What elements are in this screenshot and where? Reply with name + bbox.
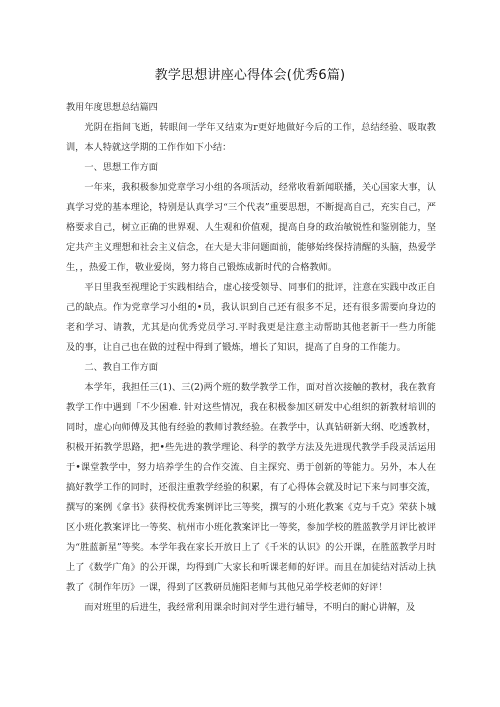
paragraph-intro: 光阴在指间飞逝，转眼间一学年又结束为r更好地做好今后的工作，总结经验、吸取教训，本人特就这学期的工作作如下小结：	[66, 122, 436, 153]
section-heading-ideology: 一、思想工作方面	[84, 162, 158, 173]
document-title: 教学思想讲座心得体会(优秀6篇)	[154, 68, 346, 83]
document-body	[66, 98, 436, 618]
section-heading-teaching: 二、教自工作方面	[84, 362, 158, 373]
paragraph-ideology-2: 平日里我至视理论于实践相结合，虚心接受领导、同事们的批评，注意在实践中改正自己的缺点。作为党章学习小组的•员，我认识到自己还有很多不足，还有很多需要向身边的老和学习、请教，尤其是向优秀党员学习.平时我更是注意主动帮助其他老新干一些力所能及的事，让自己也在做的过程中得到了锻炼，增长了知识，提高了自身的工作能力。	[66, 282, 436, 353]
paragraph-ideology-1: 一年来，我积极参加党章学习小组的各项活动，经常收看新闻联播，关心国家大事，认真学习党的基本理论，特别是认真学习“三个代表”重要思想，不断提高自己，充实自己，严格要求自己，树立正确的世界观、人生观和价值观，提高自身的政治敏锐性和鉴别能力，坚定共产主义理想和社会主义信念，在大是大非问题面前，能够始终保持清醒的头脑，热爱学生，，热爱工作，敬业爱岗，努力将自己锻炼成新时代的合格教师。	[66, 182, 436, 273]
paragraph-teaching-1: 本学年，我担任三(1)、三(2)两个班的数学教学工作，面对首次接触的教材，我在教育教学工作中遇到「不少困难. 针对这些情况，我在积极参加区研发中心组织的新教材培训的同时，虚心向师傅及其他有经验的教师讨教经验。在教学中，认真钻研新大纲、吃透教材，积极开拓教学思路，把•些先进的教学理论、科学的教学方法及先进现代教学手段灵活运用于•课堂教学中，努力培养学生的合作交流、自主探究、勇于创新的等能力。另外，本人在搞好教学工作的同时，还很注重教学经验的积累，有了心得体会就及时记下来与同事交流，撰写的案例《拿书》获得校优秀案例评比三等奖，撰写的小班化教案《克与千克》荣获卜城区小班化教案评比一等奖、杭州市小班化教案评比一等奖，参加学校的胜蓝教学月评比被评为“胜蓝新星”等奖。本学年我在家长开放日上了《千米的认识》的公开课，在胜蓝教学月时上了《数学广角》的公开课，均得到广大家长和听课老师的好评。而且在加徒结对活动上执教了《制作年历》一课，得到了区教研员施阳老师与其他兄弟学校老师的好评！	[66, 382, 436, 593]
paragraph-teaching-2: 而对班里的后进生，我经常利用课余时间对学生进行辅导，不明白的耐心讲解，及	[84, 602, 416, 613]
document-subtitle: 教用年度思想总结篇四	[66, 102, 158, 113]
